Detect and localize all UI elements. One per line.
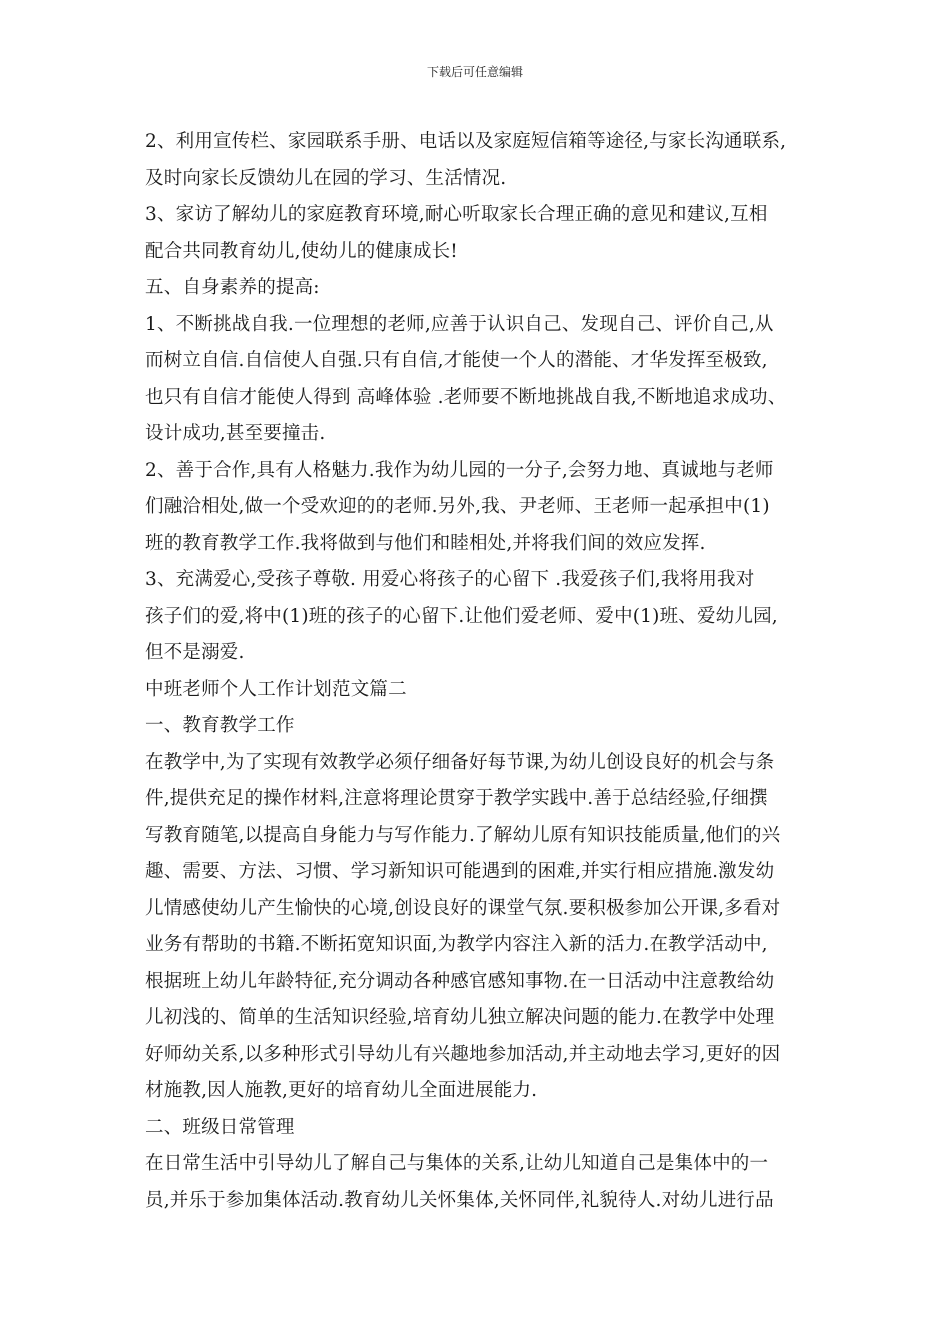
text-line: 1、不断挑战自我.一位理想的老师,应善于认识自己、发现自己、评价自己,从 xyxy=(145,313,774,335)
text-line: 们融洽相处,做一个受欢迎的的老师.另外,我、尹老师、王老师一起承担中(1) xyxy=(145,496,770,517)
text-line: 在教学中,为了实现有效教学必须仔细备好每节课,为幼儿创设良好的机会与条 xyxy=(145,751,775,773)
text-line: 好师幼关系,以多种形式引导幼儿有兴趣地参加活动,并主动地去学习,更好的因 xyxy=(145,1043,781,1065)
text-line: 趣、需要、方法、习惯、学习新知识可能遇到的困难,并实行相应措施.激发幼 xyxy=(145,861,775,882)
text-line: 儿情感使幼儿产生愉快的心境,创设良好的课堂气氛.要积极参加公开课,多看对 xyxy=(145,897,781,919)
document-body xyxy=(145,124,815,1219)
text-line: 员,并乐于参加集体活动.教育幼儿关怀集体,关怀同伴,礼貌待人.对幼儿进行品 xyxy=(145,1189,774,1211)
text-line: 3、家访了解幼儿的家庭教育环境,耐心听取家长合理正确的意见和建议,互相 xyxy=(145,204,768,225)
text-line: 材施教,因人施教,更好的培育幼儿全面进展能力. xyxy=(145,1080,538,1101)
text-line: 根据班上幼儿年龄特征,充分调动各种感官感知事物.在一日活动中注意教给幼 xyxy=(145,970,775,992)
text-line: 儿初浅的、简单的生活知识经验,培育幼儿独立解决问题的能力.在教学中处理 xyxy=(145,1007,775,1028)
text-line: 写教育随笔,以提高自身能力与写作能力.了解幼儿原有知识技能质量,他们的兴 xyxy=(145,824,781,846)
text-line: 但不是溺爱. xyxy=(145,642,245,663)
text-line: 也只有自信才能使人得到 高峰体验 .老师要不断地挑战自我,不断地追求成功、 xyxy=(145,386,787,408)
text-line: 2、利用宣传栏、家园联系手册、电话以及家庭短信箱等途径,与家长沟通联系, xyxy=(145,131,787,152)
text-line: 而树立自信.自信使人自强.只有自信,才能使一个人的潜能、才华发挥至极致, xyxy=(145,350,768,371)
text-line: 业务有帮助的书籍.不断拓宽知识面,为教学内容注入新的活力.在教学活动中, xyxy=(145,934,768,955)
text-line: 设计成功,甚至要撞击. xyxy=(145,423,326,444)
text-line: 件,提供充足的操作材料,注意将理论贯穿于教学实践中.善于总结经验,仔细撰 xyxy=(145,788,768,809)
text-line: 五、自身素养的提高: xyxy=(145,277,320,298)
text-line: 配合共同教育幼儿,使幼儿的健康成长! xyxy=(145,240,458,262)
text-line: 中班老师个人工作计划范文篇二 xyxy=(145,678,407,700)
text-line: 在日常生活中引导幼儿了解自己与集体的关系,让幼儿知道自己是集体中的一 xyxy=(145,1153,769,1174)
text-line: 一、教育教学工作 xyxy=(145,715,295,736)
text-line: 3、充满爱心,受孩子尊敬. 用爱心将孩子的心留下 .我爱孩子们,我将用我对 xyxy=(145,569,755,590)
text-line: 班的教育教学工作.我将做到与他们和睦相处,并将我们间的效应发挥. xyxy=(145,532,706,554)
text-line: 2、善于合作,具有人格魅力.我作为幼儿园的一分子,会努力地、真诚地与老师 xyxy=(145,459,774,481)
text-line: 孩子们的爱,将中(1)班的孩子的心留下.让他们爱老师、爱中(1)班、爱幼儿园, xyxy=(145,605,778,627)
text-line: 及时向家长反馈幼儿在园的学习、生活情况. xyxy=(145,167,507,189)
page-header: 下载后可任意编辑 xyxy=(426,65,523,79)
text-line: 二、班级日常管理 xyxy=(145,1116,295,1138)
